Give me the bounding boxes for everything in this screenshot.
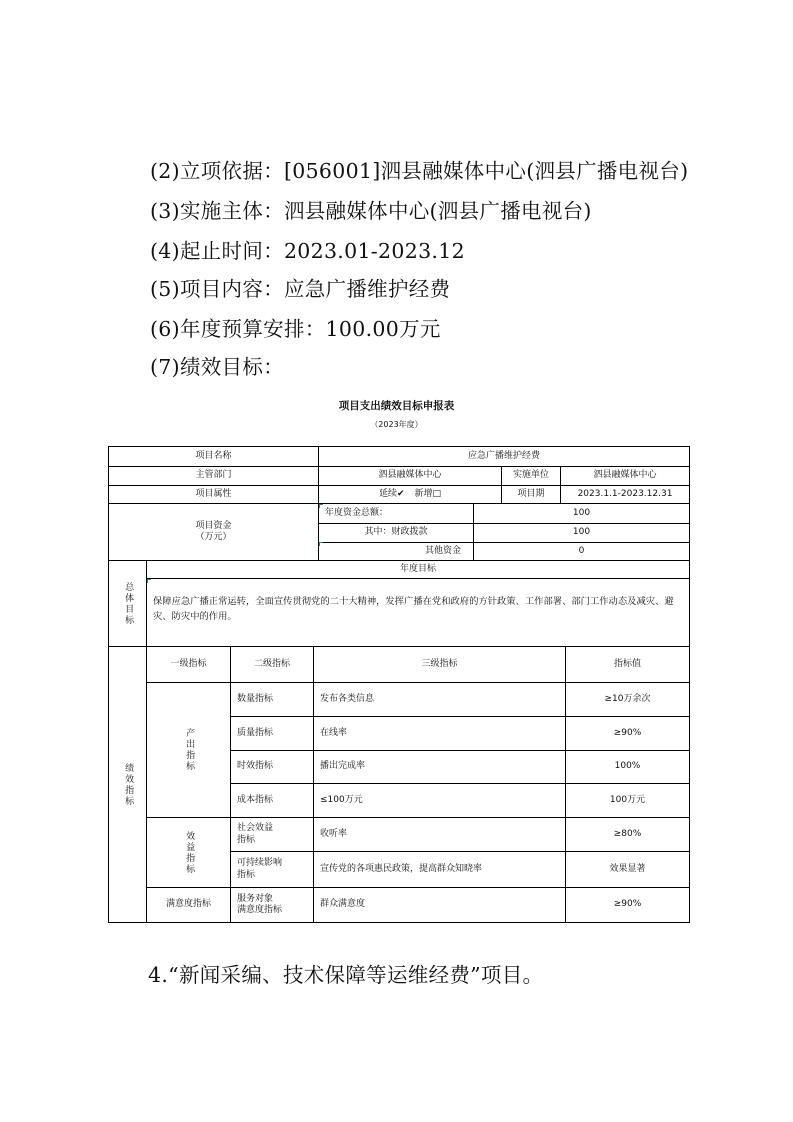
cell-marker <box>319 542 323 546</box>
period-value: 2023.1.1-2023.12.31 <box>577 488 673 499</box>
row-timeliness-level2: 时效指标 <box>237 761 274 772</box>
row-timeliness-value: 100% <box>614 761 641 772</box>
project-name-label: 项目名称 <box>195 450 232 461</box>
header-level1: 一级指标 <box>170 658 207 669</box>
funds-other-label: 其他资金 <box>424 545 461 556</box>
funds-other-value: 0 <box>578 545 585 556</box>
impl-unit-label: 实施单位 <box>512 470 549 481</box>
dept-label: 主管部门 <box>195 470 232 481</box>
row-social-level3: 收听率 <box>320 828 348 839</box>
project-name-value: 应急广播维护经费 <box>467 450 540 461</box>
paragraph-period: (4)起止时间：2023.01-2023.12 <box>150 239 465 263</box>
row-social-value: ≥80% <box>613 828 642 839</box>
paragraph-implementer: (3)实施主体：泗县融媒体中心(泗县广播电视台) <box>150 199 592 223</box>
funds-total-value: 100 <box>572 507 591 518</box>
impl-unit-value: 泗县融媒体中心 <box>593 470 657 481</box>
header-value: 指标值 <box>613 658 641 669</box>
paragraph-content: (5)项目内容：应急广播维护经费 <box>150 277 451 301</box>
row-sustain-level2: 可持续影响 指标 <box>237 858 283 880</box>
paragraph-next-project: 4.“新闻采编、技术保障等运维经费”项目。 <box>148 963 544 987</box>
row-satisfaction-level3: 群众满意度 <box>320 899 366 910</box>
paragraph-budget: (6)年度预算安排：100.00万元 <box>150 317 441 341</box>
row-satisfaction-level2: 服务对象 满意度指标 <box>237 893 283 915</box>
satisfaction-indicator-label: 满意度指标 <box>165 899 211 910</box>
period-label: 项目期 <box>517 488 545 499</box>
overall-goal-label: 总体目标 <box>123 581 134 626</box>
row-cost-level3: ≤100万元 <box>320 794 363 805</box>
table-subtitle: （2023年度） <box>370 420 423 429</box>
row-quality-level2: 质量指标 <box>237 727 274 738</box>
row-sustain-value: 效果显著 <box>609 863 646 874</box>
perf-indicator-label: 绩效指标 <box>123 762 134 807</box>
annual-goal-label: 年度目标 <box>399 563 436 574</box>
row-cost-level2: 成本指标 <box>237 794 274 805</box>
row-quantity-level2: 数量指标 <box>237 693 274 704</box>
output-indicator-label: 产出指标 <box>184 728 195 772</box>
table-title: 项目支出绩效目标申报表 <box>338 400 455 412</box>
row-satisfaction-value: ≥90% <box>613 899 642 910</box>
dept-value: 泗县融媒体中心 <box>378 470 442 481</box>
attr-label: 项目属性 <box>195 488 232 499</box>
row-quality-level3: 在线率 <box>320 727 348 738</box>
row-cost-value: 100万元 <box>609 794 646 805</box>
attr-new: 新增□ <box>414 488 442 499</box>
funds-fiscal-value: 100 <box>572 527 591 538</box>
header-level3: 三级指标 <box>421 658 458 669</box>
cell-marker <box>319 504 323 508</box>
row-quantity-level3: 发布各类信息 <box>320 693 375 704</box>
funds-fiscal-label: 其中：财政拨款 <box>364 527 428 538</box>
row-social-level2: 社会效益 指标 <box>237 823 274 845</box>
annual-goal-text: 保障应急广播正常运转，全面宣传贯彻党的二十大精神，发挥广播在党和政府的方针政策、工作部署、部门工作动态及减灾、避灾、防灾中的作用。 <box>153 596 674 622</box>
attr-value <box>319 486 501 503</box>
header-level2: 二级指标 <box>253 658 290 669</box>
benefit-indicator-label: 效益指标 <box>184 830 195 875</box>
funds-total-label: 年度资金总额： <box>325 507 389 518</box>
attr-continue: 延续✔ <box>378 488 405 499</box>
row-timeliness-level3: 播出完成率 <box>320 761 366 772</box>
paragraph-goal-heading: (7)绩效目标： <box>150 355 284 379</box>
funds-label: 项目资金 （万元） <box>195 520 232 542</box>
cell-marker <box>147 579 151 583</box>
row-quality-value: ≥90% <box>613 727 642 738</box>
row-sustain-level3: 宣传党的各项惠民政策，提高群众知晓率 <box>320 863 483 874</box>
paragraph-project-basis: (2)立项依据：[056001]泗县融媒体中心(泗县广播电视台) <box>150 159 689 183</box>
row-quantity-value: ≥10万余次 <box>604 693 651 704</box>
